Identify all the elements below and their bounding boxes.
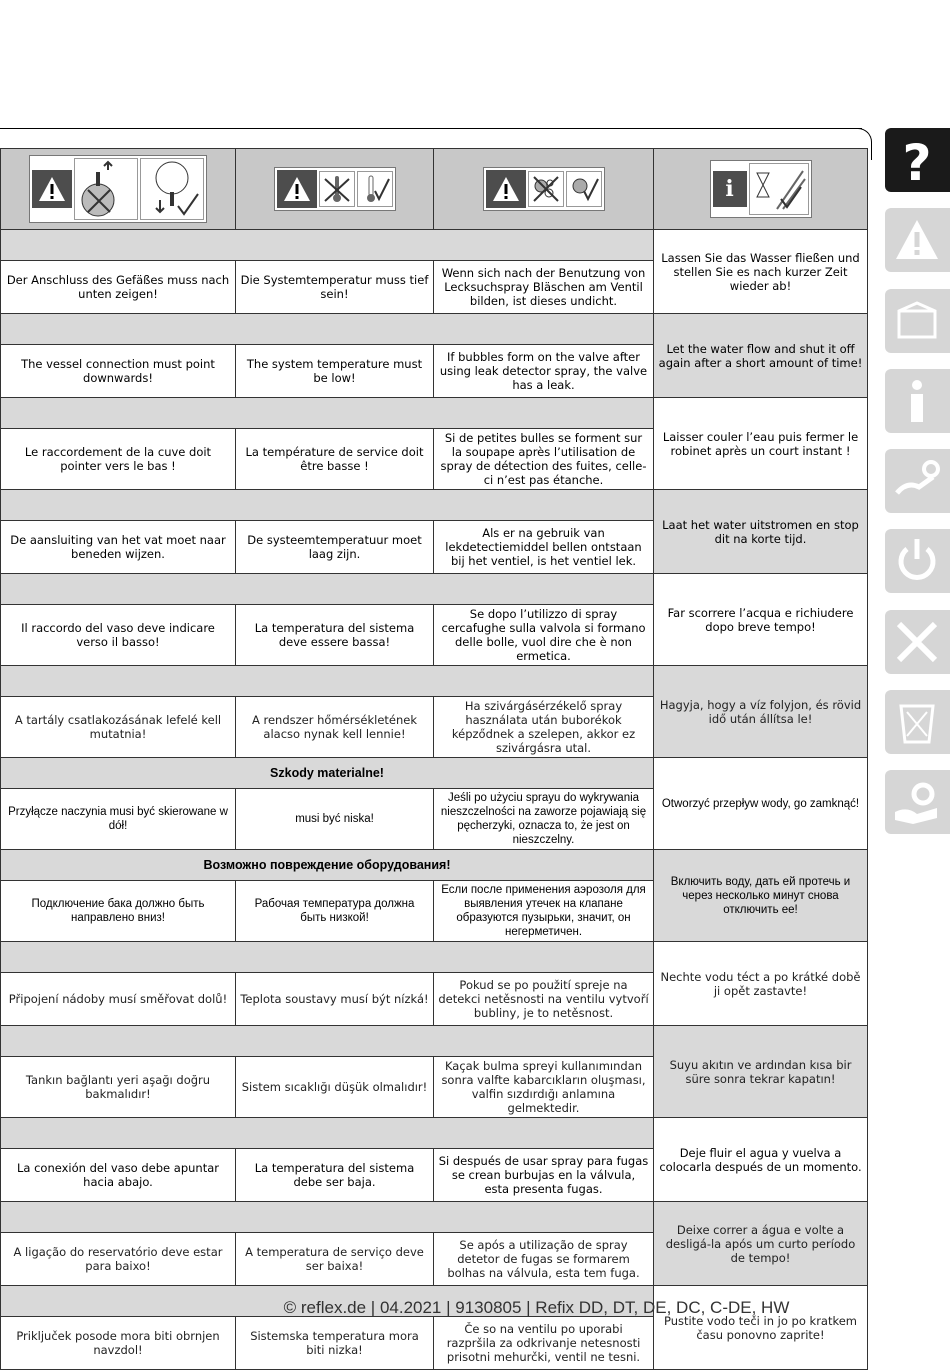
disposal-icon xyxy=(893,698,941,746)
symbol-water-flow-info xyxy=(654,149,868,230)
instruction-cell-c2: La temperatura del sistema deve essere bassa! xyxy=(236,605,434,666)
instruction-cell-c4: Lassen Sie das Wasser fließen und stellen Sie es nach kurzer Zeit wieder ab! xyxy=(654,230,868,314)
separator-row xyxy=(1,1026,654,1057)
instruction-cell-c2: The system temperature must be low! xyxy=(236,345,434,398)
vessel-connection-down-correct-icon xyxy=(140,158,204,220)
top-rule xyxy=(0,128,862,129)
instruction-cell-c1: Przyłącze naczynia musi być skierowane w dół! xyxy=(1,789,236,850)
instruction-cell-c3: If bubbles form on the valve after using leak detector spray, the valve has a leak. xyxy=(434,345,654,398)
instruction-cell-c2: De systeemtemperatuur moet laag zijn. xyxy=(236,521,434,574)
instruction-cell-c1: La conexión del vaso debe apuntar hacia abajo. xyxy=(1,1149,236,1202)
instruction-cell-c1: Il raccordo del vaso deve indicare verso il basso! xyxy=(1,605,236,666)
symbol-header-row xyxy=(1,149,868,230)
symbol-leak-spray xyxy=(434,149,654,230)
instruction-cell-c4: Nechte vodu téct a po krátké době ji opět zastavte! xyxy=(654,942,868,1026)
separator-row xyxy=(1,574,654,605)
no-bubbles-correct-icon xyxy=(566,171,602,207)
warning-triangle-icon xyxy=(32,170,72,208)
instruction-cell-c4: Включить воду, дать ей протечь и через несколько минут снова отключить ее! xyxy=(654,850,868,942)
instruction-cell-c3: Ha szivárgásérzékelő spray használata után buborékok képződnek a szelepen, akkor ez szivárgásra utal. xyxy=(434,697,654,758)
separator-row xyxy=(1,758,654,789)
separator-label: Szkody materialne! xyxy=(270,766,384,780)
low-temperature-correct-icon xyxy=(357,171,393,207)
vessel-connection-up-wrong-icon xyxy=(74,158,138,220)
side-tab-disposal[interactable] xyxy=(885,690,950,754)
service-icon xyxy=(893,778,941,826)
instruction-cell-c2: Die Systemtemperatur muss tief sein! xyxy=(236,261,434,314)
info-i-icon: i xyxy=(713,171,747,207)
separator-row xyxy=(1,850,654,881)
side-tab-package[interactable] xyxy=(885,289,950,353)
instruction-cell-c1: Připojení nádoby musí směřovat dolů! xyxy=(1,973,236,1026)
instruction-cell-c2: A temperatura de serviço deve ser baixa! xyxy=(236,1233,434,1286)
installation-icon xyxy=(893,457,941,505)
side-tab-installation[interactable] xyxy=(885,449,950,513)
instruction-cell-c1: A tartály csatlakozásának lefelé kell mutatnia! xyxy=(1,697,236,758)
instruction-cell-c2: Рабочая температура должна быть низкой! xyxy=(236,881,434,942)
warning-triangle-icon xyxy=(277,170,317,208)
instruction-cell-c4: Pustite vodo teči in jo po kratkem času ponovno zaprite! xyxy=(654,1286,868,1370)
instruction-cell-c3: Если после применения аэрозоля для выявления утечек на клапане образуются пузырьки, значит, он негерметичен. xyxy=(434,881,654,942)
instruction-cell-c2: Sistemska temperatura mora biti nizka! xyxy=(236,1317,434,1370)
instruction-cell-c1: De aansluiting van het vat moet naar beneden wijzen. xyxy=(1,521,236,574)
warning-icon xyxy=(893,216,941,264)
instruction-cell-c3: Pokud se po použití spreje na detekci netěsnosti na ventilu vytvoří bubliny, je to netěsnost. xyxy=(434,973,654,1026)
side-tab-warning[interactable] xyxy=(885,208,950,272)
instruction-cell-c1: Priključek posode mora biti obrnjen navzdol! xyxy=(1,1317,236,1370)
side-tab-service[interactable] xyxy=(885,770,950,834)
side-tab-information[interactable] xyxy=(885,369,950,433)
page-footer: © reflex.de | 04.2021 | 9130805 | Refix DD, DT, DE, DC, C-DE, HW xyxy=(283,1298,790,1317)
separator-row xyxy=(1,1118,654,1149)
hot-temperature-wrong-icon xyxy=(319,171,355,207)
instruction-cell-c3: Se dopo l’utilizzo di spray cercafughe sulla valvola si formano delle bolle, vuol dire che è non ermetica. xyxy=(434,605,654,666)
instruction-cell-c4: Deixe correr a água e volte a desligá-la após um curto período de tempo! xyxy=(654,1202,868,1286)
side-tab-operation[interactable] xyxy=(885,529,950,593)
instruction-cell-c2: musi być niska! xyxy=(236,789,434,850)
symbol-system-temperature xyxy=(236,149,434,230)
instruction-cell-c4: Laisser couler l’eau puis fermer le robinet après un court instant ! xyxy=(654,398,868,490)
maintenance-icon xyxy=(893,618,941,666)
instruction-cell-c4: Let the water flow and shut it off again after a short amount of time! xyxy=(654,314,868,398)
hourglass-flow-icon xyxy=(749,163,809,215)
warning-triangle-icon xyxy=(486,170,526,208)
instruction-cell-c4: Deje fluir el agua y vuelva a colocarla después de un momento. xyxy=(654,1118,868,1202)
separator-row xyxy=(1,1202,654,1233)
instruction-cell-c3: Wenn sich nach der Benutzung von Lecksuchspray Bläschen am Ventil bilden, ist dieses undicht. xyxy=(434,261,654,314)
side-tab-maintenance[interactable] xyxy=(885,610,950,674)
info-icon xyxy=(893,377,941,425)
separator-row xyxy=(1,490,654,521)
separator-row xyxy=(1,314,654,345)
instruction-cell-c2: Teplota soustavy musí být nízká! xyxy=(236,973,434,1026)
instruction-cell-c4: Suyu akıtın ve ardından kısa bir süre sonra tekrar kapatın! xyxy=(654,1026,868,1118)
separator-label: Возможно повреждение оборудования! xyxy=(203,858,451,872)
instruction-cell-c1: Подключение бака должно быть направлено вниз! xyxy=(1,881,236,942)
separator-row xyxy=(1,666,654,697)
instruction-cell-c3: Si después de usar spray para fugas se crean burbujas en la válvula, esta presenta fugas. xyxy=(434,1149,654,1202)
box-icon xyxy=(893,297,941,345)
instruction-cell-c1: Le raccordement de la cuve doit pointer vers le bas ! xyxy=(1,429,236,490)
question-icon xyxy=(893,136,941,186)
instruction-cell-c3: Kaçak bulma spreyi kullanımından sonra valfte kabarcıkların oluşması, valfin sızdırdığı anlamına gelmektedir. xyxy=(434,1057,654,1118)
separator-row xyxy=(1,230,654,261)
power-icon xyxy=(893,537,941,585)
instruction-cell-c2: A rendszer hőmérsékletének alacso nynak kell lennie! xyxy=(236,697,434,758)
instruction-cell-c4: Otworzyć przepływ wody, go zamknąć! xyxy=(654,758,868,850)
instruction-cell-c2: Sistem sıcaklığı düşük olmalıdır! xyxy=(236,1057,434,1118)
svg-text:?: ? xyxy=(902,136,932,186)
warnings-table xyxy=(0,148,868,1370)
bubbles-leak-wrong-icon xyxy=(528,171,564,207)
separator-row xyxy=(1,942,654,973)
instruction-cell-c4: Far scorrere l’acqua e richiudere dopo breve tempo! xyxy=(654,574,868,666)
instruction-cell-c3: Si de petites bulles se forment sur la soupape après l’utilisation de spray de détection des fuites, celle-ci n’est pas étanche. xyxy=(434,429,654,490)
instruction-cell-c3: Als er na gebruik van lekdetectiemiddel bellen ontstaan bij het ventiel, is het ventiel lek. xyxy=(434,521,654,574)
instruction-cell-c2: La temperatura del sistema debe ser baja. xyxy=(236,1149,434,1202)
instruction-cell-c1: The vessel connection must point downwards! xyxy=(1,345,236,398)
instruction-cell-c1: Der Anschluss des Gefäßes muss nach unten zeigen! xyxy=(1,261,236,314)
instruction-cell-c1: Tankın bağlantı yeri aşağı doğru bakmalıdır! xyxy=(1,1057,236,1118)
instruction-cell-c3: Jeśli po użyciu sprayu do wykrywania nieszczelności na zaworze pojawiają się pęcherzyki, oznacza to, że jest on nieszczelny. xyxy=(434,789,654,850)
symbol-vessel-connection xyxy=(1,149,236,230)
instruction-cell-c3: Če so na ventilu po uporabi razpršila za odkrivanje netesnosti prisotni mehurčki, ventil ne tesni. xyxy=(434,1317,654,1370)
instruction-cell-c4: Laat het water uitstromen en stop dit na korte tijd. xyxy=(654,490,868,574)
instruction-cell-c1: A ligação do reservatório deve estar para baixo! xyxy=(1,1233,236,1286)
instruction-cell-c2: La température de service doit être basse ! xyxy=(236,429,434,490)
separator-row xyxy=(1,398,654,429)
instruction-cell-c4: Hagyja, hogy a víz folyjon, és rövid idő után állítsa le! xyxy=(654,666,868,758)
side-tab-question[interactable] xyxy=(885,128,950,192)
instruction-cell-c3: Se após a utilização de spray detetor de fugas se formarem bolhas na válvula, esta tem fuga. xyxy=(434,1233,654,1286)
